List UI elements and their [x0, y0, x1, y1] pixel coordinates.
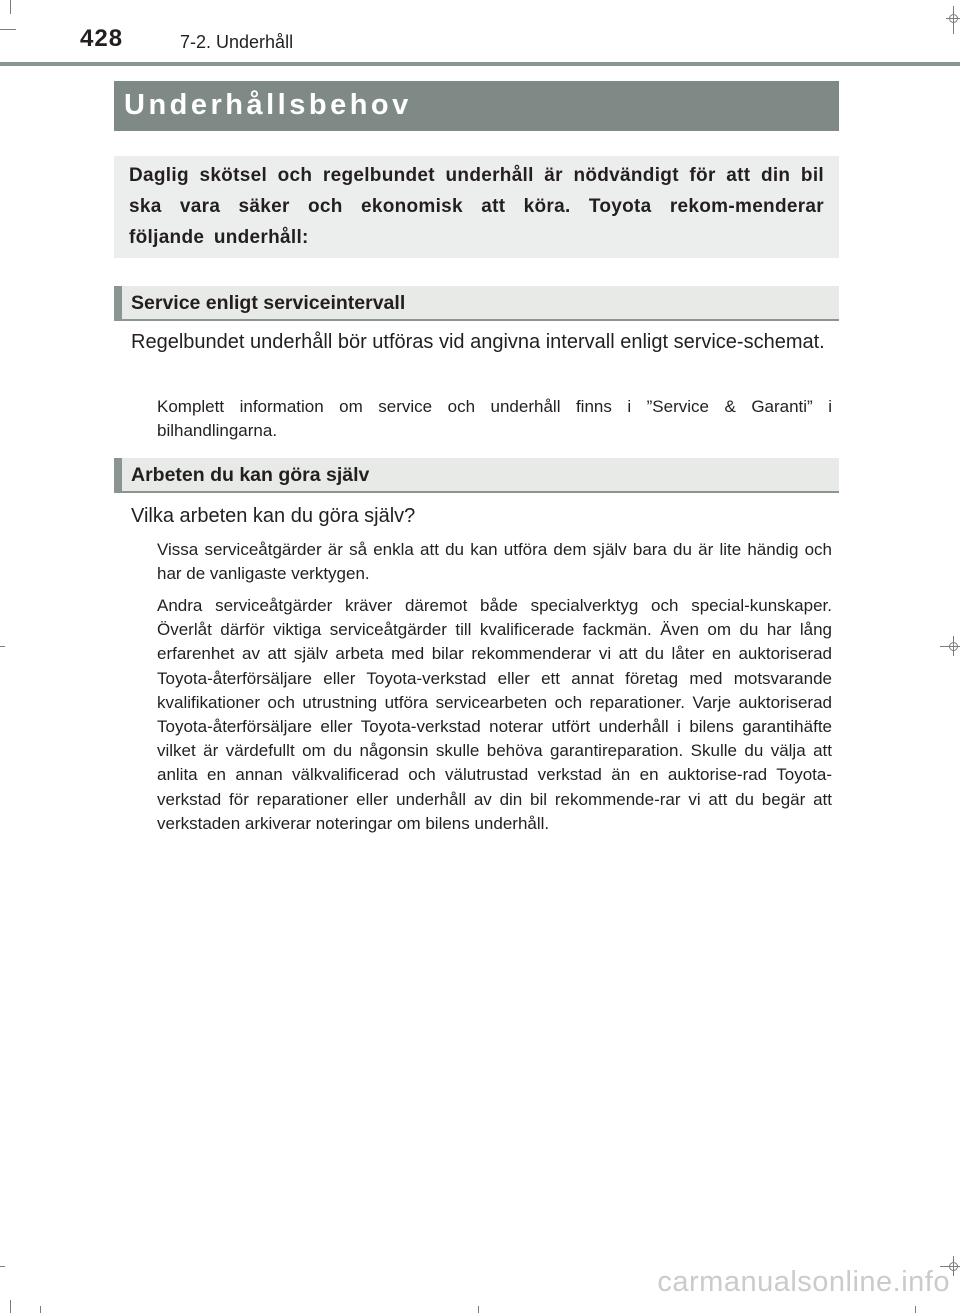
registration-mark	[949, 642, 958, 651]
page-number: 428	[80, 25, 124, 52]
crop-mark	[40, 1306, 41, 1313]
page-title: Underhållsbehov	[124, 89, 412, 121]
crop-mark	[915, 1306, 916, 1313]
crop-mark	[0, 646, 5, 647]
chapter-title: 7-2. Underhåll	[180, 32, 294, 52]
section-lead: Vilka arbeten kan du göra själv?	[131, 505, 416, 527]
crop-mark	[478, 1306, 479, 1313]
intro-box	[114, 156, 839, 258]
registration-mark	[949, 14, 958, 23]
crop-mark	[10, 1300, 11, 1313]
title-band	[114, 81, 839, 131]
registration-mark	[949, 1262, 958, 1271]
crop-mark	[0, 29, 16, 30]
body-paragraph: Komplett information om service och underhåll finns i ”Service & Garanti” i bilhandlingarna.	[157, 397, 832, 441]
body-paragraph: Vissa serviceåtgärder är så enkla att du kan utföra dem själv bara du är lite händig och har de vanligaste verktygen.	[157, 540, 832, 584]
section-heading-text: Arbeten du kan göra själv	[131, 464, 370, 486]
crop-mark	[0, 1266, 5, 1267]
section-heading-text: Service enligt serviceintervall	[131, 292, 406, 314]
watermark: carmanualsonline.info	[657, 1266, 950, 1298]
header-rule	[0, 62, 960, 66]
body-paragraph: Andra serviceåtgärder kräver däremot både specialverktyg och special-kunskaper. Överlåt därför viktiga serviceåtgärder till kvalificerade fackmän. Även om du har lång erfarenhet av att själv arbeta med bilar rekommenderar vi att du låter en auktoriserad Toyota-återförsäljare eller Toyota-verkstad eller ett annat företag med motsvarande kvalifikationer och utrustning utföra servicearbeten och reparationer. Varje auktoriserad Toyota-återförsäljare eller Toyota-verkstad noterar utfört underhåll i bilens garantihäfte vilket är värdefullt om du någonsin skulle behöva garantireparation. Skulle du välja att anlita en annan välkvalificerad och välutrustad verkstad än en auktorise-rad Toyota-verkstad för reparationer eller underhåll av din bil rekommende-rar vi att du begär att verkstaden arkiverar noteringar om bilens underhåll.	[157, 596, 832, 833]
crop-mark	[10, 0, 11, 14]
section-heading-diy	[114, 458, 839, 493]
intro-text: Daglig skötsel och regelbundet underhåll är nödvändigt för att din bil ska vara säker och ekonomisk att köra. Toyota rekom-menderar följande underhåll:	[129, 165, 824, 248]
section-heading-service	[114, 286, 839, 321]
section-lead: Regelbundet underhåll bör utföras vid angivna intervall enligt service-schemat.	[131, 331, 825, 353]
